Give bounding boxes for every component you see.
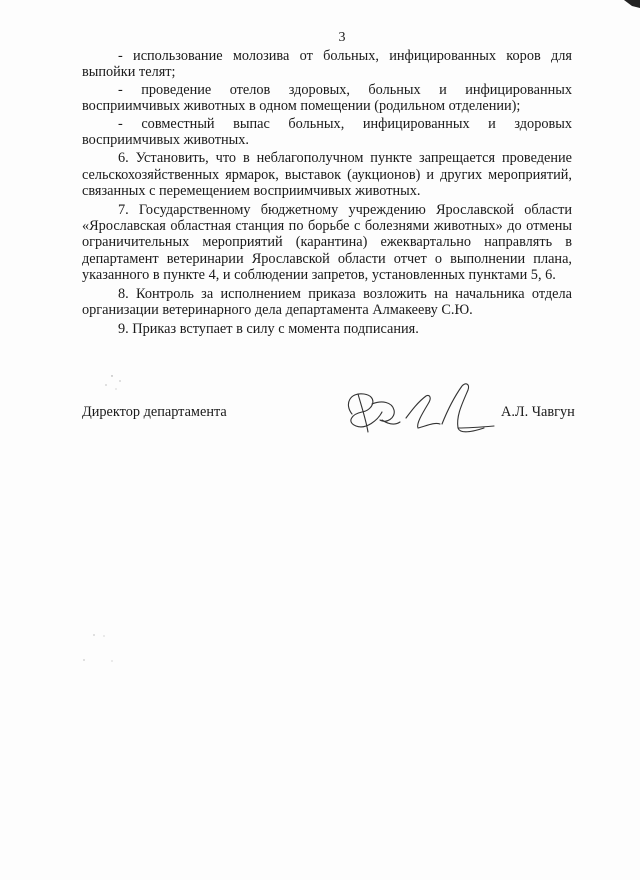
paragraph-bullet-colostrum: - использование молозива от больных, инфицированных коров для выпойки телят; bbox=[82, 48, 572, 81]
signatory-name: А.Л. Чавгун bbox=[501, 404, 575, 420]
paragraph-bullet-calving: - проведение отелов здоровых, больных и инфицированных восприимчивых животных в одном помещении (родильном отделении); bbox=[82, 81, 572, 115]
signatory-title: Директор департамента bbox=[82, 404, 227, 420]
paragraph-item-8: 8. Контроль за исполнением приказа возложить на начальника отдела организации ветеринарного дела департамента Алмакееву С.Ю. bbox=[82, 285, 572, 319]
paragraph-item-9: 9. Приказ вступает в силу с момента подписания. bbox=[118, 320, 419, 337]
page-number: 3 bbox=[338, 30, 346, 45]
paragraph-item-7: 7. Государственному бюджетному учреждению Ярославской области «Ярославская областная станция по борьбе с болезнями животных» до отмены ограничительных мероприятий (карантина) ежеквартально направлять в департамент ветеринарии Ярославской области отчет о выполнении плана, указанного в пункте 4, и соблюдении запретов, установленных пунктами 5, 6. bbox=[82, 201, 572, 284]
paragraph-item-6: 6. Установить, что в неблагополучном пункте запрещается проведение сельскохозяйственных ярмарок, выставок (аукционов) и других мероприятий, связанных с перемещением восприимчивых животных. bbox=[82, 150, 572, 200]
paragraph-bullet-grazing: - совместный выпас больных, инфицированных и здоровых восприимчивых животных. bbox=[82, 115, 572, 149]
